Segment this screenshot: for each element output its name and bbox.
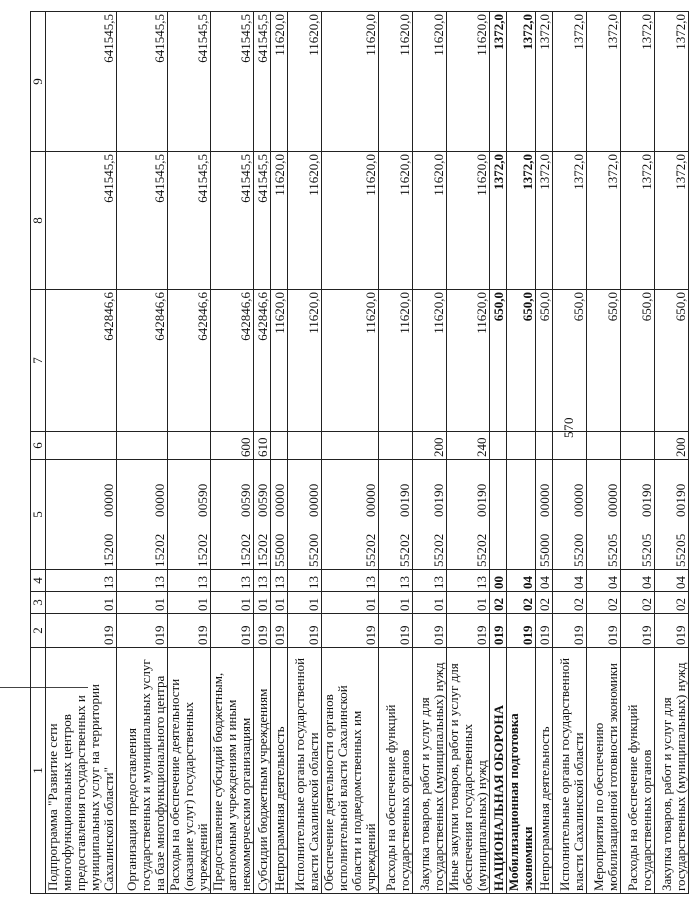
row-target-cell: [379, 460, 413, 570]
row-value-2020-cell: 11620,0: [447, 152, 490, 290]
target-article-part-a: 55202: [363, 533, 378, 567]
row-value-2020-cell: 11620,0: [271, 152, 288, 290]
row-name-cell: Предоставление субсидий бюджетным, автономным учреждениям и иным некоммерческим организациям: [211, 648, 254, 894]
header-cell: 2: [31, 614, 46, 648]
table-row: [447, 12, 490, 894]
row-code-cell: 019: [46, 614, 117, 648]
row-name-cell: Непрограммная деятельность: [271, 648, 288, 894]
row-value-2019-cell: 642846,6: [168, 290, 211, 432]
row-podrazdel-cell: 00: [490, 570, 507, 592]
row-name-cell: Обеспечение деятельности органов исполнительной власти Сахалинской области и подведомственных им учреждений: [322, 648, 379, 894]
row-value-2019-cell: 650,0: [655, 290, 689, 432]
row-code-cell: 019: [447, 614, 490, 648]
row-razdel-cell: 01: [168, 592, 211, 614]
row-value-2021-cell: 11620,0: [322, 12, 379, 152]
row-value-2019-cell: 650,0: [587, 290, 621, 432]
row-value-2020-cell: 641545,5: [46, 152, 117, 290]
row-value-2021-cell: 11620,0: [288, 12, 322, 152]
row-expense-type-cell: [553, 432, 587, 460]
row-razdel-cell: 01: [271, 592, 288, 614]
row-code-cell: 019: [587, 614, 621, 648]
row-razdel-cell: 02: [587, 592, 621, 614]
table-row: [117, 12, 168, 894]
row-name-cell: Мероприятия по обеспечению мобилизационной готовности экономики: [587, 648, 621, 894]
table-row: [211, 12, 254, 894]
row-podrazdel-cell: 04: [587, 570, 621, 592]
row-value-2021-cell: 1372,0: [536, 12, 553, 152]
target-article-part-b: 00190: [639, 483, 654, 517]
row-expense-type-cell: 200: [655, 432, 689, 460]
row-value-2021-cell: 1372,0: [621, 12, 655, 152]
row-target-cell: [553, 460, 587, 570]
row-name-cell: Субсидии бюджетным учреждениям: [254, 648, 271, 894]
page-number: 570: [561, 417, 576, 438]
row-name-cell: НАЦИОНАЛЬНАЯ ОБОРОНА: [490, 648, 507, 894]
row-expense-type-cell: [168, 432, 211, 460]
row-name-cell: Закупка товаров, работ и услуг для государственных (муниципальных) нужд: [655, 648, 689, 894]
row-value-2019-cell: 642846,6: [117, 290, 168, 432]
row-code-cell: 019: [507, 614, 536, 648]
row-value-2021-cell: 1372,0: [507, 12, 536, 152]
row-expense-type-cell: [46, 432, 117, 460]
row-name-cell: Исполнительные органы государственной власти Сахалинской области: [553, 648, 587, 894]
header-cell: 5: [31, 460, 46, 570]
row-podrazdel-cell: 13: [288, 570, 322, 592]
target-article-part-a: 15202: [238, 533, 253, 567]
row-value-2020-cell: 1372,0: [621, 152, 655, 290]
row-value-2019-cell: 650,0: [490, 290, 507, 432]
row-expense-type-cell: [490, 432, 507, 460]
row-code-cell: 019: [621, 614, 655, 648]
row-podrazdel-cell: 13: [168, 570, 211, 592]
target-article-part-a: 55200: [571, 533, 586, 567]
target-article-part-b: 00590: [195, 483, 210, 517]
table-row: [587, 12, 621, 894]
target-article-part-a: 15202: [255, 533, 270, 567]
target-article-part-a: 55205: [673, 533, 688, 567]
row-target-cell: [211, 460, 254, 570]
row-target-cell: [288, 460, 322, 570]
row-razdel-cell: 01: [288, 592, 322, 614]
row-value-2019-cell: 11620,0: [413, 290, 447, 432]
row-razdel-cell: 02: [621, 592, 655, 614]
target-article-part-a: 55202: [474, 533, 489, 567]
row-value-2020-cell: 1372,0: [655, 152, 689, 290]
target-article-part-b: 00000: [101, 483, 116, 517]
target-article-part-a: 55205: [605, 533, 620, 567]
target-article-part-a: 55202: [397, 533, 412, 567]
header-cell: 7: [31, 290, 46, 432]
target-article-part-a: 55200: [306, 533, 321, 567]
table-header-row: [31, 12, 46, 894]
row-code-cell: 019: [117, 614, 168, 648]
row-razdel-cell: 01: [254, 592, 271, 614]
target-article-part-a: 55000: [537, 533, 552, 567]
row-code-cell: 019: [490, 614, 507, 648]
row-value-2021-cell: 11620,0: [271, 12, 288, 152]
target-article-part-b: 00190: [673, 483, 688, 517]
target-article-part-b: 00000: [152, 483, 167, 517]
row-value-2019-cell: 11620,0: [288, 290, 322, 432]
row-name-cell: Расходы на обеспечение функций государственных органов: [379, 648, 413, 894]
row-value-2020-cell: 11620,0: [413, 152, 447, 290]
row-code-cell: 019: [536, 614, 553, 648]
row-name-cell: Организация предоставления государственных и муниципальных услуг на базе многофункционального центра: [117, 648, 168, 894]
row-podrazdel-cell: 13: [447, 570, 490, 592]
row-value-2020-cell: 11620,0: [288, 152, 322, 290]
row-razdel-cell: 02: [490, 592, 507, 614]
row-podrazdel-cell: 04: [507, 570, 536, 592]
row-value-2020-cell: 11620,0: [379, 152, 413, 290]
row-value-2021-cell: 641545,5: [211, 12, 254, 152]
table-row: [490, 12, 507, 894]
table-row: [254, 12, 271, 894]
row-value-2020-cell: 641545,5: [211, 152, 254, 290]
row-value-2019-cell: 11620,0: [322, 290, 379, 432]
target-article-part-a: 55202: [431, 533, 446, 567]
row-name-cell: Исполнительные органы государственной власти Сахалинской области: [288, 648, 322, 894]
target-article-part-b: 00000: [605, 483, 620, 517]
row-podrazdel-cell: 13: [46, 570, 117, 592]
row-podrazdel-cell: 04: [536, 570, 553, 592]
row-value-2020-cell: 1372,0: [536, 152, 553, 290]
table-row: [46, 12, 117, 894]
table-row: [271, 12, 288, 894]
row-razdel-cell: 02: [536, 592, 553, 614]
row-razdel-cell: 02: [655, 592, 689, 614]
row-expense-type-cell: 240: [447, 432, 490, 460]
table-row: [322, 12, 379, 894]
row-razdel-cell: 01: [117, 592, 168, 614]
row-value-2019-cell: 642846,6: [46, 290, 117, 432]
row-podrazdel-cell: 13: [413, 570, 447, 592]
row-name-cell: Непрограммная деятельность: [536, 648, 553, 894]
row-podrazdel-cell: 13: [322, 570, 379, 592]
row-expense-type-cell: [322, 432, 379, 460]
row-podrazdel-cell: 04: [553, 570, 587, 592]
table-row: [168, 12, 211, 894]
row-target-cell: [271, 460, 288, 570]
row-value-2021-cell: 641545,5: [254, 12, 271, 152]
row-value-2021-cell: 641545,5: [117, 12, 168, 152]
row-target-cell: [117, 460, 168, 570]
row-code-cell: 019: [379, 614, 413, 648]
target-article-part-a: 55205: [639, 533, 654, 567]
row-value-2019-cell: 642846,6: [254, 290, 271, 432]
table-row: [621, 12, 655, 894]
row-razdel-cell: 01: [413, 592, 447, 614]
row-value-2021-cell: 1372,0: [490, 12, 507, 152]
row-code-cell: 019: [322, 614, 379, 648]
row-target-cell: [507, 460, 536, 570]
row-value-2021-cell: 641545,5: [46, 12, 117, 152]
row-podrazdel-cell: 04: [655, 570, 689, 592]
rotated-table-container: [30, 12, 688, 894]
header-cell: 4: [31, 570, 46, 592]
row-value-2021-cell: 11620,0: [379, 12, 413, 152]
row-value-2021-cell: 11620,0: [447, 12, 490, 152]
target-article-part-a: 55000: [272, 533, 287, 567]
header-cell: 3: [31, 592, 46, 614]
row-code-cell: 019: [254, 614, 271, 648]
row-name-cell: Иные закупки товаров, работ и услуг для обеспечения государственных (муниципальных) нужд: [447, 648, 490, 894]
row-code-cell: 019: [211, 614, 254, 648]
row-expense-type-cell: [271, 432, 288, 460]
row-razdel-cell: 01: [46, 592, 117, 614]
target-article-part-b: 00190: [474, 483, 489, 517]
table-row: [553, 12, 587, 894]
target-article-part-b: 00000: [571, 483, 586, 517]
table-row: [507, 12, 536, 894]
row-value-2019-cell: 11620,0: [447, 290, 490, 432]
table-row: [379, 12, 413, 894]
row-name-cell: Расходы на обеспечение деятельности (оказание услуг) государственных учреждений: [168, 648, 211, 894]
row-target-cell: [621, 460, 655, 570]
table-row: [655, 12, 689, 894]
row-razdel-cell: 01: [379, 592, 413, 614]
row-podrazdel-cell: 13: [117, 570, 168, 592]
row-target-cell: [536, 460, 553, 570]
header-cell: 1: [31, 648, 46, 894]
row-value-2020-cell: 1372,0: [553, 152, 587, 290]
row-value-2019-cell: 11620,0: [379, 290, 413, 432]
row-target-cell: [587, 460, 621, 570]
row-value-2021-cell: 1372,0: [587, 12, 621, 152]
row-target-cell: [490, 460, 507, 570]
row-value-2020-cell: 1372,0: [587, 152, 621, 290]
row-value-2019-cell: 650,0: [621, 290, 655, 432]
target-article-part-b: 00000: [306, 483, 321, 517]
row-code-cell: 019: [271, 614, 288, 648]
row-expense-type-cell: 200: [413, 432, 447, 460]
target-article-part-b: 00590: [255, 483, 270, 517]
row-target-cell: [254, 460, 271, 570]
row-podrazdel-cell: 13: [379, 570, 413, 592]
row-razdel-cell: 02: [507, 592, 536, 614]
target-article-part-b: 00000: [272, 483, 287, 517]
table-row: [288, 12, 322, 894]
row-code-cell: 019: [655, 614, 689, 648]
row-value-2019-cell: 650,0: [507, 290, 536, 432]
row-value-2020-cell: 641545,5: [117, 152, 168, 290]
row-expense-type-cell: [288, 432, 322, 460]
row-value-2021-cell: 11620,0: [413, 12, 447, 152]
row-value-2020-cell: 11620,0: [322, 152, 379, 290]
row-expense-type-cell: [117, 432, 168, 460]
row-value-2020-cell: 641545,5: [254, 152, 271, 290]
row-code-cell: 019: [288, 614, 322, 648]
row-name-cell: Расходы на обеспечение функций государственных органов: [621, 648, 655, 894]
row-podrazdel-cell: 13: [271, 570, 288, 592]
row-value-2020-cell: 641545,5: [168, 152, 211, 290]
row-expense-type-cell: [621, 432, 655, 460]
row-target-cell: [46, 460, 117, 570]
row-podrazdel-cell: 04: [621, 570, 655, 592]
row-podrazdel-cell: 13: [254, 570, 271, 592]
target-article-part-b: 00190: [431, 483, 446, 517]
row-value-2021-cell: 641545,5: [168, 12, 211, 152]
row-expense-type-cell: [507, 432, 536, 460]
row-code-cell: 019: [553, 614, 587, 648]
row-target-cell: [413, 460, 447, 570]
budget-table: [30, 11, 689, 894]
target-article-part-a: 15202: [195, 533, 210, 567]
row-razdel-cell: 01: [322, 592, 379, 614]
row-value-2019-cell: 11620,0: [271, 290, 288, 432]
row-target-cell: [447, 460, 490, 570]
table-row: [413, 12, 447, 894]
target-article-part-b: 00590: [238, 483, 253, 517]
row-expense-type-cell: 600: [211, 432, 254, 460]
row-value-2021-cell: 1372,0: [553, 12, 587, 152]
row-name-cell: Закупка товаров, работ и услуг для государственных (муниципальных) нужд: [413, 648, 447, 894]
row-value-2021-cell: 1372,0: [655, 12, 689, 152]
target-article-part-b: 00190: [397, 483, 412, 517]
row-target-cell: [322, 460, 379, 570]
row-razdel-cell: 01: [211, 592, 254, 614]
row-value-2019-cell: 650,0: [536, 290, 553, 432]
row-code-cell: 019: [168, 614, 211, 648]
header-cell: 6: [31, 432, 46, 460]
row-value-2019-cell: 642846,6: [211, 290, 254, 432]
row-podrazdel-cell: 13: [211, 570, 254, 592]
row-expense-type-cell: [536, 432, 553, 460]
row-expense-type-cell: [587, 432, 621, 460]
header-cell: 9: [31, 12, 46, 152]
target-article-part-b: 00000: [537, 483, 552, 517]
row-target-cell: [168, 460, 211, 570]
row-target-cell: [655, 460, 689, 570]
target-article-part-a: 15200: [101, 533, 116, 567]
row-value-2020-cell: 1372,0: [490, 152, 507, 290]
row-expense-type-cell: 610: [254, 432, 271, 460]
target-article-part-b: 00000: [363, 483, 378, 517]
row-razdel-cell: 02: [553, 592, 587, 614]
target-article-part-a: 15202: [152, 533, 167, 567]
header-cell: 8: [31, 152, 46, 290]
row-value-2019-cell: 650,0: [553, 290, 587, 432]
row-name-cell: Подпрограмма "Развитие сети многофункциональных центров предоставления государственных и муниципальных услуг на территории Сахалинской области": [46, 648, 117, 894]
row-name-cell: Мобилизационная подготовка экономики: [507, 648, 536, 894]
row-razdel-cell: 01: [447, 592, 490, 614]
row-value-2020-cell: 1372,0: [507, 152, 536, 290]
row-code-cell: 019: [413, 614, 447, 648]
row-expense-type-cell: [379, 432, 413, 460]
table-row: [536, 12, 553, 894]
